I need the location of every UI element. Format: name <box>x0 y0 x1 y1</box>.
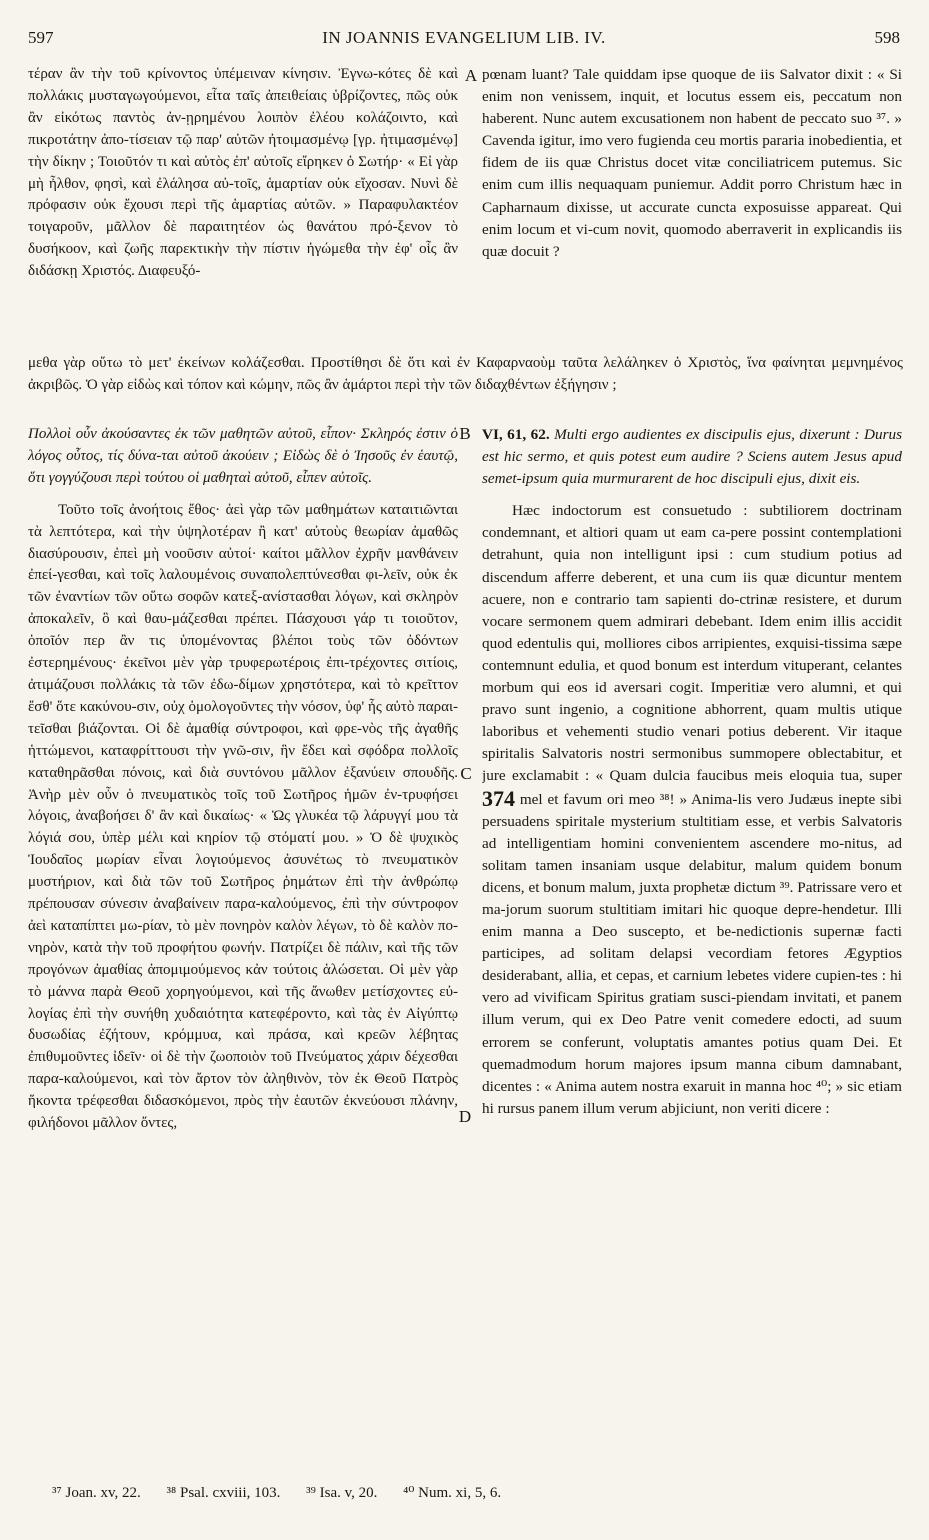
greek-paragraph-top: τέραν ἂν τὴν τοῦ κρίνοντος ὑπέμειναν κίνησιν. Ἐγνω-κότες δὲ καὶ πολλάκις μυσταγωγούμενοι, εἶτα ταῖς ἀπειθείαις ὑβρίζοντες, πῶς οὐκ ἂν εἰκότως παντὸς ἀν-ῃρημένου λοιπὸν ἐλέου κολάζοιντο, καὶ πικροτάτην ἀπο-τίσειαν τῷ παρ' αὐτῶν ἠτοιμασμένῳ [γρ. ἠτιμασμένῳ] τὴν δίκην ; Τοιοῦτόν τι καὶ αὐτὸς ἐπ' αὐτοῖς εἴρηκεν ὁ Σωτήρ· « Εἰ γὰρ μὴ ἦλθον, φησὶ, καὶ ἐλάλησα αὐ-τοῖς, ἁμαρτίαν οὐκ εἴχοσαν. Νυνὶ δὲ πρόφασιν οὐκ ἔχουσι περὶ τῆς ἁμαρτίας αὐτῶν. » Παραφυλακτέον τοιγαροῦν, μᾶλλον δὲ παραιτητέον ὡς θανάτου πρό-ξενον τὸ δυσήκοον, καὶ ζωῆς παρεκτικὴν τὴν πίστιν ἡγώμεθα τὴν ἐφ' οἷς ἂν διδάσκῃ Χριστός. Διαφευξό- <box>28 66 458 280</box>
footnote: ³⁹ Isa. v, 20. <box>306 1485 378 1501</box>
running-title: IN JOANNIS EVANGELIUM LIB. IV. <box>322 28 606 47</box>
latin-commentary <box>482 500 902 1120</box>
latin-lemma <box>482 424 902 490</box>
verse-reference: VI, 61, 62. <box>482 426 550 443</box>
footnote: ³⁸ Psal. cxviii, 103. <box>166 1485 281 1501</box>
margin-marker-b: B <box>459 424 471 443</box>
greek-column-main <box>28 424 458 1454</box>
greek-column-top <box>28 64 458 344</box>
latin-commentary-part-2: mel et favum ori meo ³⁸! » Anima-lis vero Judæus inepte sibi persuadens spiritale mysterium stultitiam esse, et verbis Salvatoris ad intelligentiam homini convenientem ascendere mo-nitus, ad solitam tamen insaniam usque delabitur, malum quidem bonum dicens, et bonum malum, juxta prophetæ dictum ³⁹. Patrissare vero et ma-jorum suorum stultitiam imitari hic quoque depre-hendetur. Illi enim manna a Deo suscepto, et be-nedictionis supernæ facti participes, ad solitam delapsi vecordiam fetores Ægyptios desiderabant, allia, et cepas, et carnium lebetes videre cupien-tes : hi vero ad vivificam Spiritus gratiam susci-piendam invitati, et panem illum verum, qui ex Deo Patre venit comedere edocti, ad suum errorem se conferunt, voluptatis amantes potius quam Dei. Et quemadmodum horum majores ipsum manna cibum damnabant, dicentes : « Anima autem nostra exaruit in manna hoc ⁴⁰; » sic etiam hi rursus panem illum verum abjiciunt, non veriti dicere : <box>482 790 902 1117</box>
greek-full-width-passage <box>28 353 903 397</box>
greek-commentary: Τοῦτο τοῖς ἀνοήτοις ἔθος· ἀεὶ γὰρ τῶν μαθημάτων καταιτιῶνται τὰ λεπτότερα, καὶ τὴν ὑψηλοτέραν ἢ κατ' αὐτοὺς θεωρίαν ἀμαθῶς διασύρουσιν, ἐπεὶ μὴ νοοῦσιν αὐτοί· καίτοι μᾶλλον ἐχρῆν μανθάνειν ἐπεί-γεσθαι, καὶ τοῖς λαλουμένοις συναπολεπτύνεσθαι φι-λεῖν, οὐκ ἐκ τῶν ἐναντίων τῶν οὕτω σοφῶν κατεξ-ανίστασθαι λόγων, καὶ σκληρὸν ἀποκαλεῖν, ὃ καὶ θαυ-μάζεσθαι πρέπει. Πάσχουσι γάρ τι τοιοῦτον, ὁποῖόν περ ἂν τις ὑπομένοντας βλέποι τοὺς τῶν ὀδόντων ἐστερημένους· ἐκεῖνοι μὲν γὰρ τρυφερωτέροις ἐπι-τρέχοντες σιτίοις, ἀτιμάζουσι πολλάκις τὰ τῶν ἐδω-δίμων χρηστότερα, καὶ τὸ κρεῖττον ἔσθ' ὅτε κακύνου-σιν, οὐχ ὁμολογοῦντες τὴν νόσον, ὑφ' ἧς αὐτὸ παραι-τεῖσθαι βιάζονται. Οἱ δὲ ἀμαθίᾳ σύντροφοι, καὶ φρε-νὸς τῆς ἀγαθῆς ἡττώμενοι, καταφρίττουσι τὴν γνῶ-σιν, ἣν ἔδει καὶ σφόδρα πολλοῖς καταθηρᾶσθαι πόνοις, καὶ διὰ συντόνου μᾶλλον ἐξανύειν σπουδῆς. Ἀνὴρ μὲν οὖν ὁ πνευματικὸς τοῖς τοῦ Σωτῆρος ἡμῶν ἐν-τρυφήσει λόγοις, ἀναβοήσει δ' ἂν καὶ δικαίως· « Ὡς γλυκέα τῷ λάρυγγί μου τὰ λόγιά σου, ὑπὲρ μέλι καὶ κηρίον τῷ στόματί μου. » Ὁ δὲ ψυχικὸς Ἰουδαῖος μωρίαν εἶναι λογιούμενος ἀσυνέτως τὸ πνευματικὸν μυστήριον, καὶ διὰ τῶν τοῦ Σωτῆρος ῥημάτων ἐπὶ τὴν ἀνθρώπῳ πρέπουσαν σύνεσιν ἀναβαίνειν παρα-καλούμενος, ἐπὶ τὴν σύντροφον ἀεὶ καταπίπτει μω-ρίαν, τὸ μὲν πονηρὸν καλὸν λέγων, τὸ δὲ καλὸν πο-νηρὸν, κατὰ τὴν τοῦ προφήτου φωνήν. Πατρίζει δὲ πάλιν, καὶ τῆς τῶν προγόνων ἀμαθίας ἀπομιμούμενος κἀν τούτοις ἁλώσεται. Οἱ μὲν γὰρ τὸ μάννα παρὰ Θεοῦ χορηγούμενοι, καὶ τῆς ἄνωθεν μετίσχοντες εὐ-λογίας ἐπὶ τὴν συνήθη χυδαιότητα κατεφέροντο, καὶ τὰς ἐν Αἰγύπτῳ δυσωδίας ἐζήτουν, κρόμμυα, καὶ πράσα, καὶ κρεῶν λέβητας ἐπιθυμοῦντες ἰδεῖν· οἱ δὲ τὴν ζωοποιὸν τοῦ Πνεύματος χάριν δέχεσθαι παρα-καλούμενοι, καὶ τὸν ἄρτον τὸν ἀληθινὸν, τὸν ἐκ Θεοῦ Πατρὸς ἥκοντα τρέφεσθαι διδασκόμενοι, πρὸς τὴν ἑαυτῶν ἐκνεύουσι πλάνην, φιλήδονοι μᾶλλον ὄντες, <box>28 501 458 1132</box>
page-number-left: 597 <box>28 28 54 47</box>
latin-commentary-part-1: Hæc indoctorum est consuetudo : subtiliorem doctrinam condemnant, et altiori quam ut eam ca-pere possint contemplationi detrahunt, quia non intelligunt ipsi : cum studium potius ad discendum afferre deberent, et una cum iis quæ dicuntur mentem acuere, non e contrario tam sapienti do-ctrinæ resistere, et durum vocare sermonem quem admirari debebant. Idem enim illis accidit quod edentulis qui, molliores cibos arripientes, exquisi-tissima sæpe contemnunt edulia, et quod bonum est interdum vituperant, celantes morbum qui eos id aversari cogit. Imperitiæ vero alumni, et qui pravo sunt ingenio, a cognitione abhorrent, quam multis utique laboribus et vehementi studio venari potius deberent. Vir itaque spiritalis Salvatoris nostri sermonibus summopere oblectabitur, et jure exclamabit : « Quam dulcia faucibus meis eloquia tua, super <box>482 502 902 785</box>
greek-lemma: Πολλοὶ οὖν ἀκούσαντες ἐκ τῶν μαθητῶν αὐτοῦ, εἶπον· Σκληρός ἐστιν ὁ λόγος οὗτος, τίς δύνα-ται αὐτοῦ ἀκούειν ; Εἰδὼς δὲ ὁ Ἰησοῦς ἐν ἑαυτῷ, ὅτι γογγύζουσι περὶ τούτου οἱ μαθηταὶ αὐτοῦ, εἶπεν αὐτοῖς. <box>28 426 458 486</box>
greek-full-width-text: μεθα γὰρ οὕτω τὸ μετ' ἐκείνων κολάζεσθαι. Προστίθησι δὲ ὅτι καὶ ἐν Καφαρναοὺμ ταῦτα λελάληκεν ὁ Χριστὸς, ἵνα φαίνηται μεμνημένος ἀκριβῶς. Ὁ γὰρ εἰδὼς καὶ τόπον καὶ κώμην, πῶς ἂν ἁμάρτοι περὶ τὴν τῶν διδαχθέντων ἐξήγησιν ; <box>28 355 903 393</box>
footnote: ⁴⁰ Num. xi, 5, 6. <box>403 1485 502 1501</box>
running-header <box>28 28 900 58</box>
margin-marker-c: C <box>460 764 472 783</box>
footnote: ³⁷ Joan. xv, 22. <box>52 1485 141 1501</box>
column-number: 374 <box>482 785 515 811</box>
margin-marker-d: D <box>458 1107 472 1126</box>
latin-lemma-text: Multi ergo audientes ex discipulis ejus, dixerunt : Durus est hic sermo, et quis potest eum audire ? Sciens autem Jesus apud semet-ipsum quia murmurarent de hoc discipuli ejus, dixit eis. <box>482 426 902 488</box>
page-number-right: 598 <box>874 28 900 47</box>
latin-paragraph-top: pœnam luant? Tale quiddam ipse quoque de iis Salvator dixit : « Si enim non venissem, inquit, et locutus essem eis, peccatum non haberent. Nunc autem excusationem non habent de peccato suo ³⁷. » Cavenda igitur, imo vero fugienda ceu mortis pararia inobedientia, et fidem de iis quæ Christus docet vitæ conciliatricem putemus. Sic enim cum illis nequaquam puniemur. Addit porro Christum hæc in Capharnaum dixisse, ut accurate cuncta exposuisse appareat. Qui enim locum et vi-cum novit, quomodo aberraverit in explicandis iis quæ docuit ? <box>482 66 902 260</box>
latin-column-top <box>482 64 902 344</box>
footnotes <box>52 1483 902 1502</box>
latin-column-main <box>482 424 902 1454</box>
margin-marker-a: A <box>464 66 478 85</box>
